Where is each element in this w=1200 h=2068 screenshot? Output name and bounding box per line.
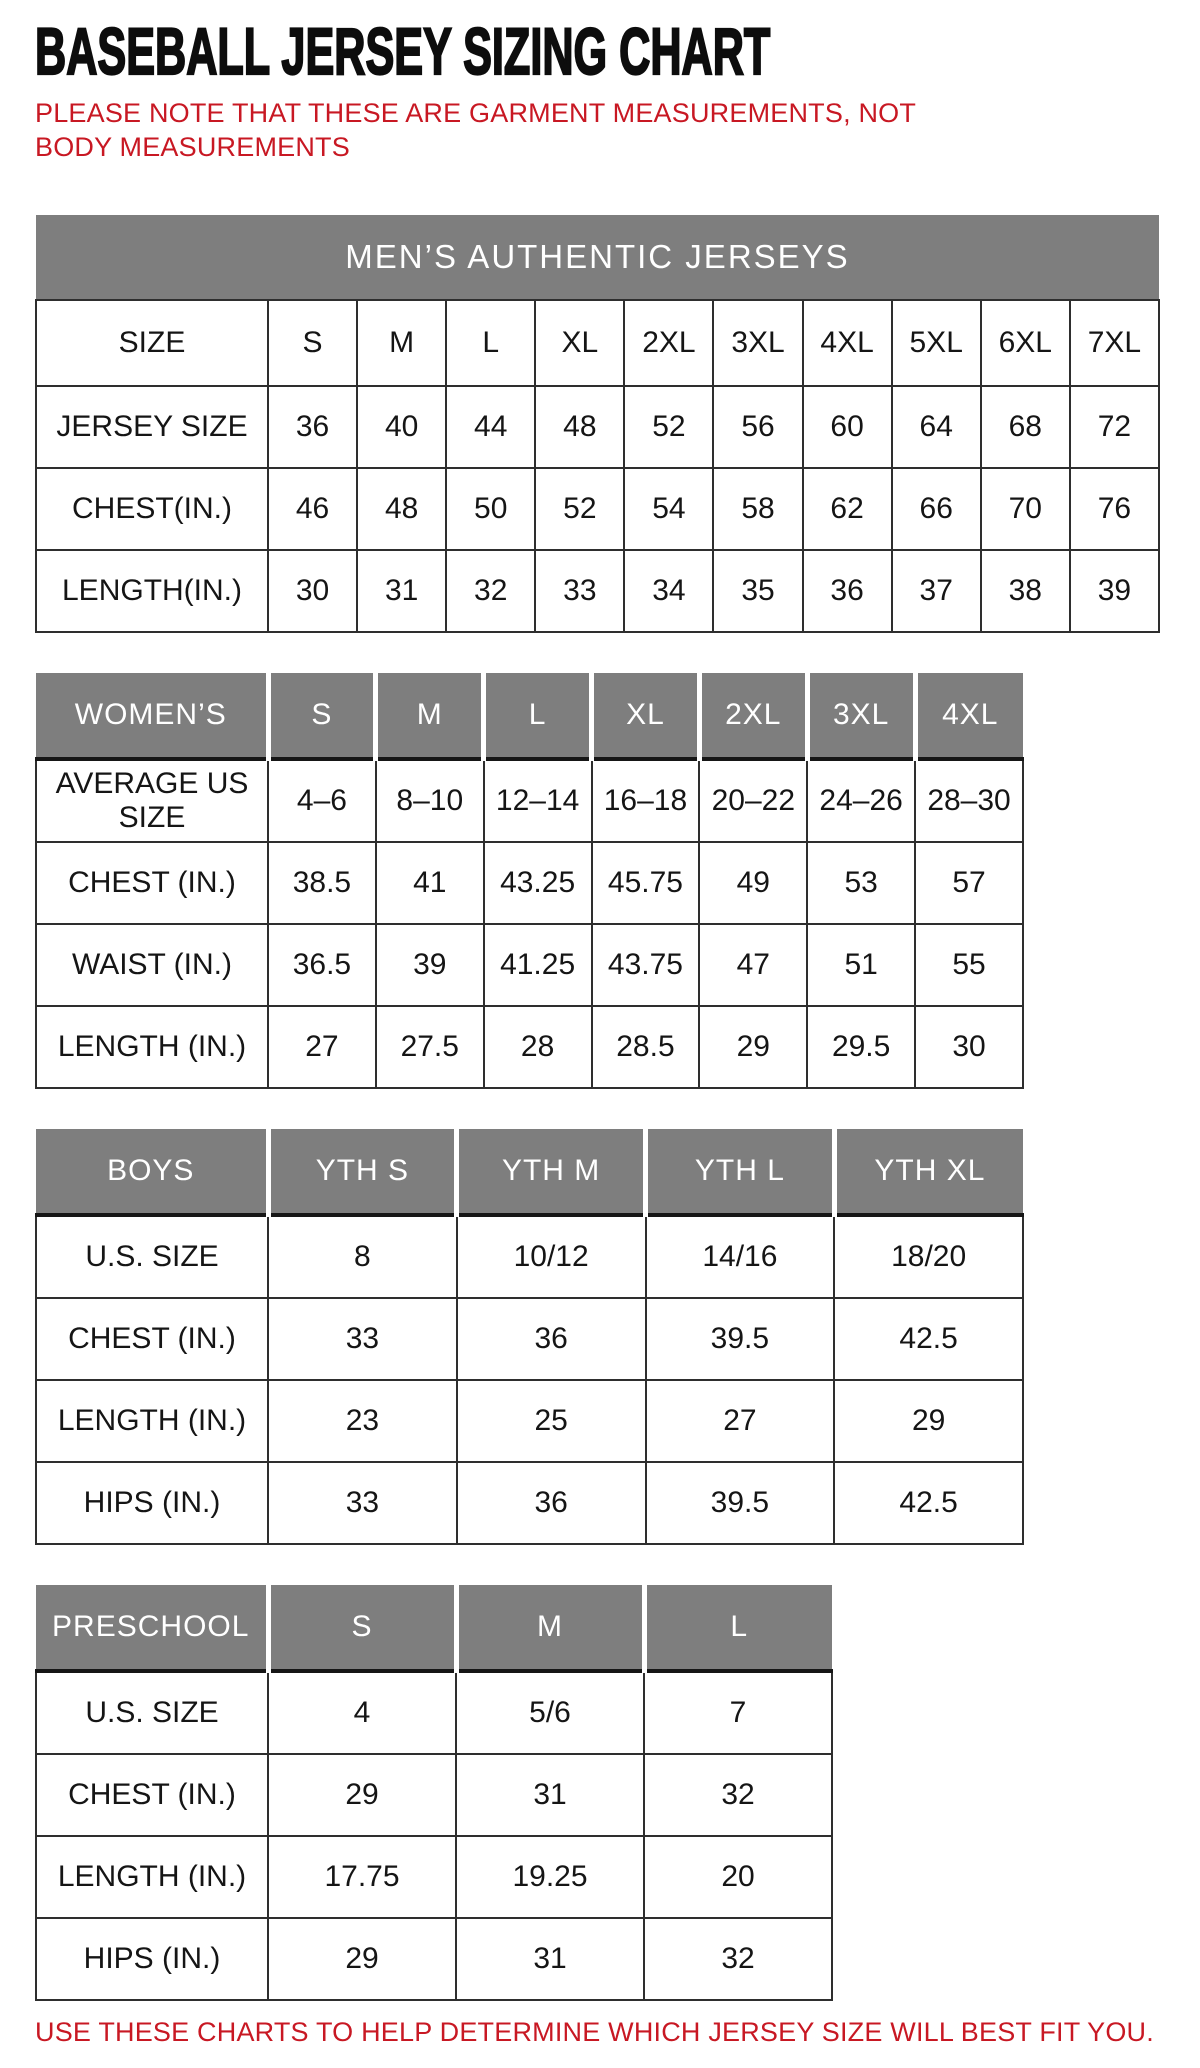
mens-column-header: 2XL [624,300,713,386]
boys-data-row [36,1380,1023,1462]
womens-column-header: L [484,673,592,759]
boys-data-row [36,1215,1023,1298]
mens-data-row [36,550,1159,632]
mens-column-header: L [446,300,535,386]
size-value-cell: 47 [699,924,807,1006]
preschool-column-header: S [268,1585,456,1671]
size-value-cell: 12–14 [484,759,592,842]
row-label: HIPS (IN.) [36,1918,268,2000]
size-value-cell: 51 [807,924,915,1006]
size-value-cell: 30 [268,550,357,632]
size-value-cell: 36 [457,1298,646,1380]
size-value-cell: 32 [446,550,535,632]
size-value-cell: 60 [803,386,892,468]
womens-column-header: 3XL [807,673,915,759]
size-value-cell: 56 [713,386,802,468]
womens-data-row [36,759,1023,842]
row-label: U.S. SIZE [36,1671,268,1754]
size-value-cell: 52 [535,468,624,550]
size-value-cell: 39 [1070,550,1159,632]
size-value-cell: 41 [376,842,484,924]
womens-header-label: WOMEN’S [36,673,268,759]
size-value-cell: 53 [807,842,915,924]
mens-data-row [36,468,1159,550]
mens-column-header: 4XL [803,300,892,386]
mens-column-header: 3XL [713,300,802,386]
size-value-cell: 7 [644,1671,832,1754]
preschool-column-header: M [456,1585,644,1671]
size-value-cell: 27.5 [376,1006,484,1088]
row-label: CHEST(IN.) [36,468,268,550]
size-value-cell: 62 [803,468,892,550]
size-value-cell: 38 [981,550,1070,632]
boys-column-header: YTH XL [834,1129,1023,1215]
size-value-cell: 66 [892,468,981,550]
size-value-cell: 39.5 [646,1462,835,1544]
garment-measurements-note: PLEASE NOTE THAT THESE ARE GARMENT MEASUREMENTS, NOT BODY MEASUREMENTS [35,98,916,162]
page-title [35,14,1160,89]
boys-data-row [36,1462,1023,1544]
size-value-cell: 48 [357,468,446,550]
preschool-data-row [36,1671,832,1754]
size-value-cell: 42.5 [834,1462,1023,1544]
row-label: AVERAGE US SIZE [36,759,268,842]
preschool-sizing-table [35,1585,833,2001]
size-value-cell: 36 [457,1462,646,1544]
size-value-cell: 38.5 [268,842,376,924]
size-value-cell: 19.25 [456,1836,644,1918]
mens-column-header: XL [535,300,624,386]
size-value-cell: 45.75 [592,842,700,924]
boys-column-header: YTH M [457,1129,646,1215]
womens-data-row [36,1006,1023,1088]
boys-header-row [36,1129,1023,1215]
footer-note: USE THESE CHARTS TO HELP DETERMINE WHICH JERSEY SIZE WILL BEST FIT YOU. [35,2016,1154,2047]
size-value-cell: 31 [357,550,446,632]
womens-column-header: S [268,673,376,759]
size-value-cell: 20–22 [699,759,807,842]
size-value-cell: 42.5 [834,1298,1023,1380]
size-value-cell: 8 [268,1215,457,1298]
womens-sizing-table [35,673,1024,1089]
size-value-cell: 36 [268,386,357,468]
preschool-data-row [36,1836,832,1918]
size-value-cell: 55 [915,924,1023,1006]
size-value-cell: 20 [644,1836,832,1918]
size-value-cell: 10/12 [457,1215,646,1298]
size-value-cell: 36.5 [268,924,376,1006]
mens-column-header: M [357,300,446,386]
size-value-cell: 8–10 [376,759,484,842]
size-value-cell: 14/16 [646,1215,835,1298]
row-label: LENGTH(IN.) [36,550,268,632]
size-value-cell: 39 [376,924,484,1006]
size-value-cell: 50 [446,468,535,550]
size-value-cell: 72 [1070,386,1159,468]
boys-column-header: YTH S [268,1129,457,1215]
size-value-cell: 16–18 [592,759,700,842]
size-value-cell: 68 [981,386,1070,468]
size-value-cell: 30 [915,1006,1023,1088]
womens-column-header: M [376,673,484,759]
womens-data-row [36,924,1023,1006]
size-value-cell: 23 [268,1380,457,1462]
size-value-cell: 29 [268,1918,456,2000]
size-value-cell: 4 [268,1671,456,1754]
size-value-cell: 57 [915,842,1023,924]
size-value-cell: 70 [981,468,1070,550]
size-value-cell: 29 [268,1754,456,1836]
size-value-cell: 28.5 [592,1006,700,1088]
row-label: WAIST (IN.) [36,924,268,1006]
size-value-cell: 27 [646,1380,835,1462]
size-value-cell: 40 [357,386,446,468]
size-value-cell: 17.75 [268,1836,456,1918]
row-label: JERSEY SIZE [36,386,268,468]
size-value-cell: 31 [456,1754,644,1836]
boys-sizing-table [35,1129,1024,1545]
size-value-cell: 34 [624,550,713,632]
size-value-cell: 29.5 [807,1006,915,1088]
preschool-header-label: PRESCHOOL [36,1585,268,1671]
size-value-cell: 33 [268,1298,457,1380]
size-value-cell: 43.25 [484,842,592,924]
mens-header-label: SIZE [36,300,268,386]
size-value-cell: 36 [803,550,892,632]
boys-column-header: YTH L [646,1129,835,1215]
size-value-cell: 44 [446,386,535,468]
size-value-cell: 29 [834,1380,1023,1462]
row-label: LENGTH (IN.) [36,1836,268,1918]
mens-header-row [36,300,1159,386]
row-label: LENGTH (IN.) [36,1006,268,1088]
size-value-cell: 32 [644,1754,832,1836]
size-value-cell: 5/6 [456,1671,644,1754]
mens-banner-row [36,215,1159,300]
size-value-cell: 28 [484,1006,592,1088]
mens-data-row [36,386,1159,468]
size-value-cell: 4–6 [268,759,376,842]
size-value-cell: 32 [644,1918,832,2000]
boys-header-label: BOYS [36,1129,268,1215]
womens-header-row [36,673,1023,759]
size-value-cell: 35 [713,550,802,632]
size-value-cell: 48 [535,386,624,468]
page-title-text: BASEBALL JERSEY SIZING CHART [35,14,771,89]
size-value-cell: 52 [624,386,713,468]
size-value-cell: 33 [535,550,624,632]
preschool-data-row [36,1754,832,1836]
size-value-cell: 76 [1070,468,1159,550]
size-value-cell: 54 [624,468,713,550]
boys-data-row [36,1298,1023,1380]
mens-sizing-table [35,215,1160,633]
preschool-data-row [36,1918,832,2000]
mens-column-header: 5XL [892,300,981,386]
size-value-cell: 28–30 [915,759,1023,842]
mens-column-header: 6XL [981,300,1070,386]
size-value-cell: 64 [892,386,981,468]
womens-column-header: 2XL [699,673,807,759]
size-value-cell: 41.25 [484,924,592,1006]
size-value-cell: 39.5 [646,1298,835,1380]
mens-column-header: 7XL [1070,300,1159,386]
size-value-cell: 27 [268,1006,376,1088]
mens-banner: MEN’S AUTHENTIC JERSEYS [36,215,1159,300]
size-value-cell: 58 [713,468,802,550]
row-label: CHEST (IN.) [36,1298,268,1380]
tables-container [35,215,1160,2001]
row-label: LENGTH (IN.) [36,1380,268,1462]
row-label: CHEST (IN.) [36,1754,268,1836]
size-value-cell: 46 [268,468,357,550]
row-label: CHEST (IN.) [36,842,268,924]
womens-column-header: 4XL [915,673,1023,759]
mens-column-header: S [268,300,357,386]
size-value-cell: 24–26 [807,759,915,842]
row-label: U.S. SIZE [36,1215,268,1298]
preschool-column-header: L [644,1585,832,1671]
size-value-cell: 25 [457,1380,646,1462]
preschool-header-row [36,1585,832,1671]
size-value-cell: 37 [892,550,981,632]
row-label: HIPS (IN.) [36,1462,268,1544]
size-value-cell: 33 [268,1462,457,1544]
size-value-cell: 43.75 [592,924,700,1006]
size-value-cell: 18/20 [834,1215,1023,1298]
womens-column-header: XL [592,673,700,759]
womens-data-row [36,842,1023,924]
size-value-cell: 49 [699,842,807,924]
size-value-cell: 29 [699,1006,807,1088]
size-value-cell: 31 [456,1918,644,2000]
